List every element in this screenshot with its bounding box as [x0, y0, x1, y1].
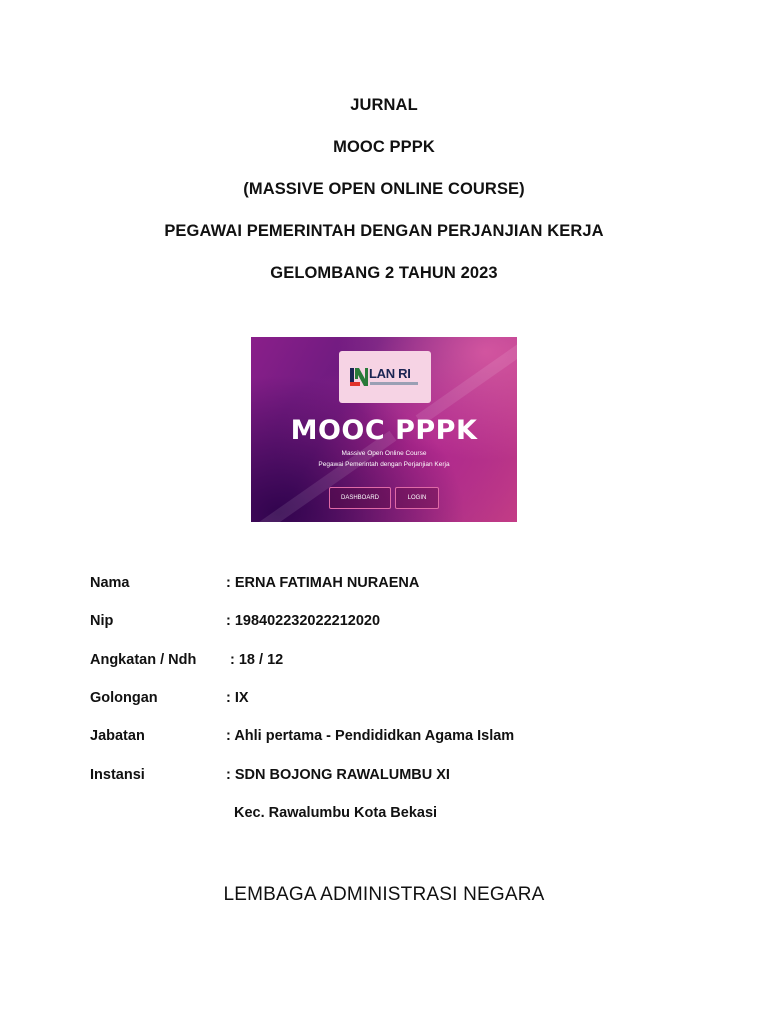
dashboard-button: DASHBOARD — [329, 487, 391, 509]
field-label: Jabatan — [90, 728, 145, 744]
banner-title: MOOC PPPK — [290, 415, 478, 446]
lan-ri-logo-icon — [349, 365, 369, 389]
mooc-banner-image — [251, 337, 517, 522]
field-label: Instansi — [90, 767, 145, 783]
field-label: Nip — [90, 613, 114, 629]
field-value: : IX — [226, 690, 249, 706]
field-value: : ERNA FATIMAH NURAENA — [226, 575, 420, 591]
course-title: MOOC PPPK — [333, 138, 435, 156]
program-title: PEGAWAI PEMERINTAH DENGAN PERJANJIAN KERJA — [164, 222, 604, 240]
batch-year: GELOMBANG 2 TAHUN 2023 — [270, 264, 498, 282]
field-value: : SDN BOJONG RAWALUMBU XI — [226, 767, 450, 783]
field-label: Golongan — [90, 690, 158, 706]
logo-tagline-line — [370, 382, 418, 385]
field-value: Kec. Rawalumbu Kota Bekasi — [234, 805, 438, 821]
banner-subtitle: Massive Open Online Course — [341, 450, 427, 457]
banner-subtitle-2: Pegawai Pemerintah dengan Perjanjian Kerja — [318, 461, 450, 468]
course-subtitle: (MASSIVE OPEN ONLINE COURSE) — [243, 180, 525, 198]
lan-ri-logo-text: LAN RI — [369, 366, 411, 381]
document-title: JURNAL — [350, 96, 418, 114]
login-button: LOGIN — [395, 487, 439, 509]
field-value: : Ahli pertama - Pendididkan Agama Islam — [226, 728, 515, 744]
field-label: Angkatan / Ndh — [90, 652, 197, 668]
lan-ri-logo — [339, 351, 431, 403]
field-value: : 198402232022212020 — [226, 613, 381, 629]
field-value: : 18 / 12 — [230, 652, 284, 668]
institution-name: LEMBAGA ADMINISTRASI NEGARA — [223, 884, 545, 905]
field-label: Nama — [90, 575, 130, 591]
